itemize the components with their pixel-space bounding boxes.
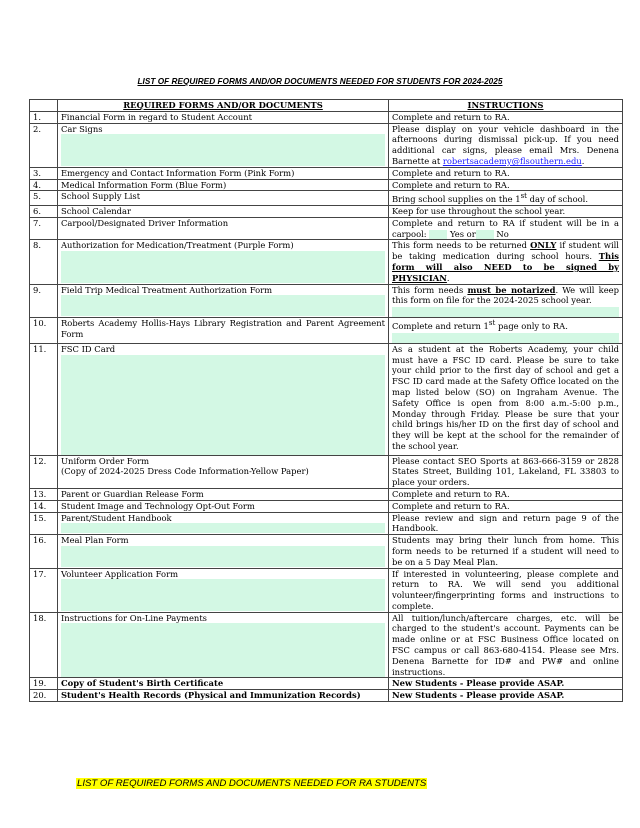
instruction-text: day of school. — [526, 194, 588, 205]
document-cell — [58, 217, 389, 240]
document-cell — [58, 343, 389, 455]
document-name: Car Signs — [61, 123, 103, 134]
document-name: Meal Plan Form — [61, 535, 129, 546]
row-number: 19. — [30, 678, 58, 690]
instruction-cell: Please contact SEO Sports at 863-666-3159 or 2828 States Street, Building 101, Lakeland, FL 33803 to place your orders. — [389, 455, 623, 488]
no-label: No — [496, 228, 509, 239]
table-row — [30, 167, 623, 179]
table-row — [30, 123, 623, 167]
row-number: 9. — [30, 284, 58, 318]
document-name: School Supply List — [61, 191, 141, 202]
instruction-text: Bring school supplies on the 1 — [392, 194, 521, 205]
row-number: 16. — [30, 535, 58, 568]
instruction-cell: If interested in volunteering, please complete and return to RA. We will send you additional volunteer/fingerprinting forms and instructions to complete. — [389, 568, 623, 612]
table-row — [30, 343, 623, 455]
table-row — [30, 678, 623, 690]
carpool-no-field[interactable] — [476, 230, 494, 239]
instruction-cell: Complete and return to RA. — [389, 111, 623, 123]
header-documents: REQUIRED FORMS AND/OR DOCUMENTS — [58, 100, 389, 112]
row-number: 12. — [30, 455, 58, 488]
instruction-cell: New Students - Please provide ASAP. — [389, 678, 623, 690]
table-row — [30, 690, 623, 702]
ordinal-suffix: st — [520, 192, 527, 201]
row-number: 20. — [30, 690, 58, 702]
document-name: School Calendar — [61, 205, 132, 216]
document-cell — [58, 568, 389, 612]
instruction-text: This form needs — [392, 284, 468, 295]
header-instructions: INSTRUCTIONS — [389, 100, 623, 112]
document-name: Medical Information Form (Blue Form) — [61, 179, 227, 190]
ordinal-suffix: st — [488, 319, 496, 328]
instruction-text: Please display on your vehicle dashboard in the afternoons during dismissal pick-up. If you need additional car signs, please email Mrs. Denena Barnette at — [392, 123, 619, 166]
document-cell — [58, 179, 389, 191]
form-fill-field[interactable] — [61, 523, 385, 533]
document-name: Parent or Guardian Release Form — [61, 488, 204, 499]
document-cell — [58, 123, 389, 167]
document-name: Uniform Order Form — [61, 455, 150, 466]
document-cell — [58, 488, 389, 500]
table-row — [30, 512, 623, 535]
document-cell — [58, 678, 389, 690]
document-name: Instructions for On-Line Payments — [61, 612, 207, 623]
instruction-cell: Complete and return to RA. — [389, 179, 623, 191]
instruction-cell: Keep for use throughout the school year. — [389, 205, 623, 217]
document-cell — [58, 240, 389, 284]
row-number: 6. — [30, 205, 58, 217]
row-number: 18. — [30, 612, 58, 678]
document-name: Roberts Academy Hollis-Hays Library Registration and Parent Agreement Form — [61, 318, 385, 339]
required-forms-table — [29, 99, 623, 702]
document-cell — [58, 284, 389, 318]
footer-highlight-title: LIST OF REQUIRED FORMS AND DOCUMENTS NEEDED FOR RA STUDENTS — [77, 778, 427, 789]
instruction-cell: Complete and return to RA. — [389, 488, 623, 500]
instruction-cell — [389, 240, 623, 284]
instruction-cell — [389, 191, 623, 206]
table-row — [30, 111, 623, 123]
document-name: Student Image and Technology Opt-Out Form — [61, 500, 255, 511]
document-name: Field Trip Medical Treatment Authorization Form — [61, 284, 273, 295]
table-row — [30, 284, 623, 318]
form-fill-field[interactable] — [61, 251, 385, 283]
form-fill-field[interactable] — [61, 134, 385, 166]
emphasis-text: must be notarized — [467, 284, 556, 295]
form-fill-field[interactable] — [61, 579, 385, 611]
row-number: 7. — [30, 217, 58, 240]
document-name: FSC ID Card — [61, 343, 116, 354]
instruction-text: . — [446, 272, 450, 283]
row-number: 2. — [30, 123, 58, 167]
form-fill-field[interactable] — [61, 295, 385, 316]
header-number — [30, 100, 58, 112]
row-number: 15. — [30, 512, 58, 535]
document-title: LIST OF REQUIRED FORMS AND/OR DOCUMENTS NEEDED FOR STUDENTS FOR 2024-2025 — [137, 77, 503, 86]
instruction-text: Complete and return to RA if student will be in a carpool: — [392, 217, 619, 239]
table-row — [30, 500, 623, 512]
row-number: 3. — [30, 167, 58, 179]
row-number: 4. — [30, 179, 58, 191]
yes-label: Yes or — [449, 228, 476, 239]
document-cell — [58, 535, 389, 568]
instruction-text: Complete and return 1 — [392, 320, 489, 331]
row-number: 5. — [30, 191, 58, 206]
document-cell — [58, 167, 389, 179]
document-cell — [58, 205, 389, 217]
carpool-yes-field[interactable] — [429, 230, 447, 239]
instruction-cell: Students may bring their lunch from home. This form needs to be returned if a student will need to be on a 5 Day Meal Plan. — [389, 535, 623, 568]
document-cell — [58, 500, 389, 512]
instruction-cell — [389, 217, 623, 240]
instruction-text: . We will keep this form on file for the 2024-2025 school year. — [392, 284, 619, 306]
row-number: 13. — [30, 488, 58, 500]
emphasis-text: ONLY — [530, 240, 557, 251]
form-fill-field[interactable] — [61, 355, 385, 455]
table-header-row — [30, 100, 623, 112]
form-fill-field[interactable] — [392, 307, 619, 317]
physician-note: This form will also NEED to be signed by PHYSICIAN — [392, 251, 619, 283]
document-name: Copy of Student's Birth Certificate — [61, 678, 224, 689]
instruction-cell: As a student at the Roberts Academy, your child must have a FSC ID card. Please be sure to take your child prior to the first day of school and get a FSC ID card made at the Safety Office located on the map listed below (SO) on Ingraham Avenue. The Safety Office is open from 8:00 a.m.-5:00 p.m., Monday through Friday. Please be sure that your child brings his/her ID on the first day of school and they will be kept at the school for the remainder of the school year. — [389, 343, 623, 455]
row-number: 10. — [30, 318, 58, 344]
row-number: 8. — [30, 240, 58, 284]
document-name: Student's Health Records (Physical and Immunization Records) — [61, 690, 361, 701]
instruction-cell — [389, 284, 623, 318]
instruction-cell — [389, 318, 623, 344]
document-name: Emergency and Contact Information Form (Pink Form) — [61, 167, 295, 178]
table-row — [30, 240, 623, 284]
instruction-cell: New Students - Please provide ASAP. — [389, 690, 623, 702]
document-subtitle: (Copy of 2024-2025 Dress Code Information-Yellow Paper) — [61, 466, 309, 477]
row-number: 1. — [30, 111, 58, 123]
instruction-cell: Please review and sign and return page 9 of the Handbook. — [389, 512, 623, 535]
instruction-cell: All tuition/lunch/aftercare charges, etc. will be charged to the student's account. Payments can be made online or at FSC Business Office located on FSC campus or call 863-680-4154. Please see Mrs. Denena Barnette for ID# and PW# and online instructions. — [389, 612, 623, 678]
document-cell — [58, 690, 389, 702]
table-row — [30, 612, 623, 678]
document-name: Parent/Student Handbook — [61, 512, 172, 523]
form-fill-field[interactable] — [61, 546, 385, 567]
instruction-cell: Complete and return to RA. — [389, 500, 623, 512]
table-row — [30, 217, 623, 240]
document-cell — [58, 111, 389, 123]
document-cell — [58, 191, 389, 206]
table-row — [30, 205, 623, 217]
table-row — [30, 535, 623, 568]
instruction-cell: Complete and return to RA. — [389, 167, 623, 179]
document-cell — [58, 455, 389, 488]
email-link[interactable]: robertsacademy@flsouthern.edu — [442, 155, 582, 166]
document-name: Financial Form in regard to Student Account — [61, 111, 252, 122]
row-number: 17. — [30, 568, 58, 612]
instruction-text: if student will be taking medication during school hours. — [392, 240, 619, 262]
instruction-text: . — [581, 155, 585, 166]
document-cell — [58, 612, 389, 678]
instruction-text: page only to RA. — [495, 320, 568, 331]
form-fill-field[interactable] — [61, 623, 385, 677]
instruction-cell — [389, 123, 623, 167]
table-row — [30, 455, 623, 488]
table-row — [30, 179, 623, 191]
form-fill-field[interactable] — [392, 333, 619, 343]
instruction-text: This form needs to be returned — [392, 240, 531, 251]
row-number: 11. — [30, 343, 58, 455]
table-row — [30, 488, 623, 500]
document-name: Volunteer Application Form — [61, 568, 179, 579]
document-cell — [58, 512, 389, 535]
table-row — [30, 318, 623, 344]
table-row — [30, 191, 623, 206]
document-name: Carpool/Designated Driver Information — [61, 217, 229, 228]
document-cell — [58, 318, 389, 344]
document-name: Authorization for Medication/Treatment (Purple Form) — [61, 240, 294, 251]
table-row — [30, 568, 623, 612]
row-number: 14. — [30, 500, 58, 512]
